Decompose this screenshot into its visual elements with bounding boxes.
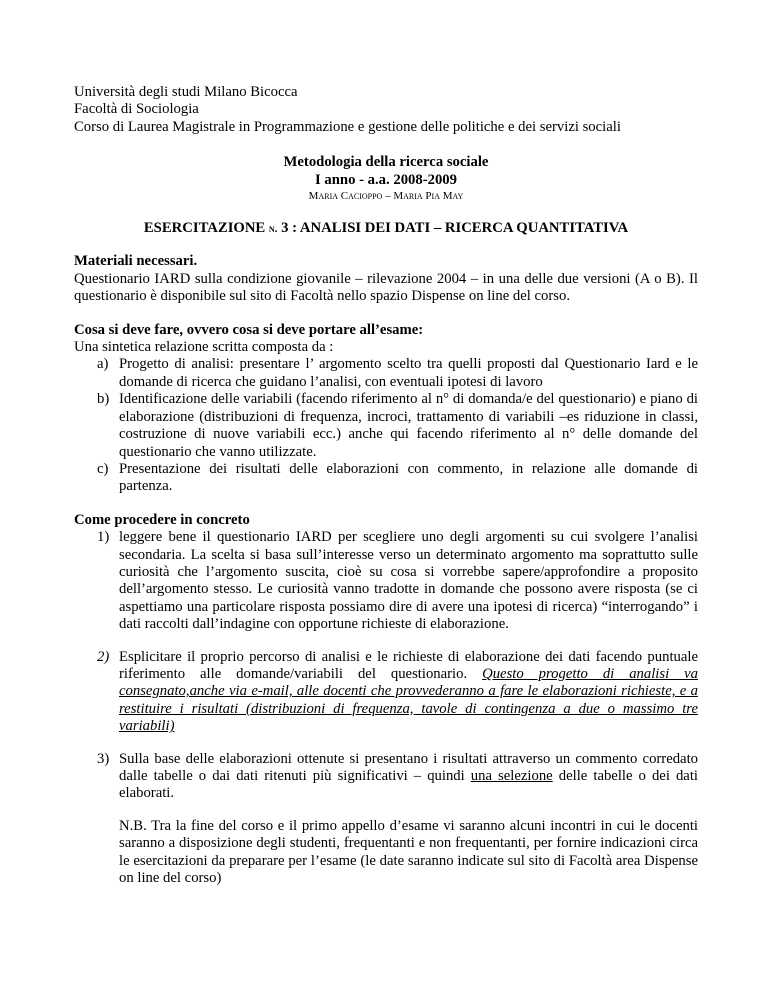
list-item [74, 751, 698, 803]
note-paragraph: N.B. Tra la fine del corso e il primo appello d’esame vi saranno alcuni incontri in cui le docenti saranno a disposizione degli studenti, frequentanti e non frequentanti, per fornire indicazioni circa le esercitazioni da preparare per l’esame (le date saranno indicate sul sito di Facoltà area Dispense on line del corso) [119, 817, 698, 887]
todo-section [74, 322, 698, 496]
todo-intro: Una sintetica relazione scritta composta da : [74, 339, 334, 356]
document-content [74, 84, 698, 887]
materials-text: Questionario IARD sulla condizione giovanile – rilevazione 2004 – in una delle due versioni (A o B). Il questionario è disponibile sul sito di Facoltà nello spazio Dispense on line del corso. [74, 270, 698, 305]
list-item-text-end: delle tabelle o dei dati elaborati. [119, 768, 698, 802]
university-name: Università degli studi Milano Bicocca [74, 84, 298, 100]
list-marker: a) [97, 356, 109, 373]
course-name: Corso di Laurea Magistrale in Programmazione e gestione delle politiche e dei servizi sociali [74, 118, 621, 135]
procedure-section [74, 512, 698, 803]
list-item-text: Sulla base delle elaborazioni ottenute si presentano i risultati attraverso un commento corredato dalle tabelle o dai dati ritenuti più significativi – quindi [119, 750, 698, 784]
emphasis-text: Questo progetto di analisi va consegnato,anche via e-mail, alle docenti che provvederanno a fare le elaborazioni richieste, e a restituire i risultati (distribuzioni di frequenza, tavole di contingenza a due o massimo tre variabili) [119, 665, 698, 735]
list-item-text: leggere bene il questionario IARD per scegliere uno degli argomenti su cui svolgere l’analisi secondaria. La scelta si basa sull’interesse verso un determinato argomento ma soprattutto sulle curiosità che l’argomento suscita, cioè su cosa si vorrebbe sapere/approfondire a proposito dell’argomento stesso. Le curiosità vanno tradotte in domande che possono avere risposta (se ci aspettiamo una particolare risposta possiamo dire di avere una ipotesi di ricerca) “interrogando” i dati raccolti dall’indagine con opportune richieste di elaborazione. [119, 529, 698, 633]
faculty-name: Facoltà di Sociologia [74, 101, 199, 118]
list-item-text: Progetto di analisi: presentare l’ argomento scelto tra quelli proposti dal Questionario Iard e le domande di ricerca che guidano l’analisi, con eventuali ipotesi di lavoro [119, 356, 698, 390]
underlined-text: una selezione [470, 768, 553, 784]
todo-list [74, 356, 698, 495]
list-marker: 3) [97, 750, 110, 767]
subject-title: Metodologia della ricerca sociale [283, 154, 489, 171]
list-marker: b) [97, 391, 110, 408]
list-item [74, 461, 698, 496]
header-block [74, 84, 698, 136]
list-item-text: Esplicitare il proprio percorso di analisi e le richieste di elaborazione dei dati facendo puntuale riferimento alle domande/variabili del questionario. [119, 648, 698, 682]
exercise-number-abbr: n. [268, 223, 278, 236]
academic-year: I anno - a.a. 2008-2009 [315, 171, 457, 188]
list-item [74, 391, 698, 461]
todo-heading: Cosa si deve fare, ovvero cosa si deve portare all’esame: [74, 321, 424, 338]
list-item-text: Identificazione delle variabili (facendo riferimento al n° di domanda/e del questionario) e piano di elaborazione (distribuzioni di frequenza, incroci, trattamento di variabili –es riduzione in classi, costruzione di nuove variabili ecc.) anche qui facendo riferimento al n° delle domande del questionario che vanno utilizzate. [119, 391, 698, 460]
procedure-heading: Come procedere in concreto [74, 511, 250, 528]
title-block [74, 154, 698, 203]
list-item [74, 356, 698, 391]
list-item [74, 649, 698, 736]
procedure-list [74, 529, 698, 803]
list-item-text: Presentazione dei risultati delle elaborazioni con commento, in relazione alle domande di partenza. [119, 460, 698, 495]
list-item [74, 529, 698, 633]
exercise-rest: 3 : ANALISI DEI DATI – RICERCA QUANTITATIVA [277, 220, 629, 237]
materials-section [74, 253, 698, 305]
list-marker: c) [97, 460, 109, 477]
exercise-title [74, 220, 698, 238]
teachers-names: Maria Cacioppo – Maria Pia May [308, 190, 464, 203]
exercise-prefix: ESERCITAZIONE [143, 220, 269, 237]
list-marker: 2) [97, 648, 110, 665]
materials-heading: Materiali necessari. [74, 253, 198, 270]
list-marker: 1) [97, 529, 110, 546]
